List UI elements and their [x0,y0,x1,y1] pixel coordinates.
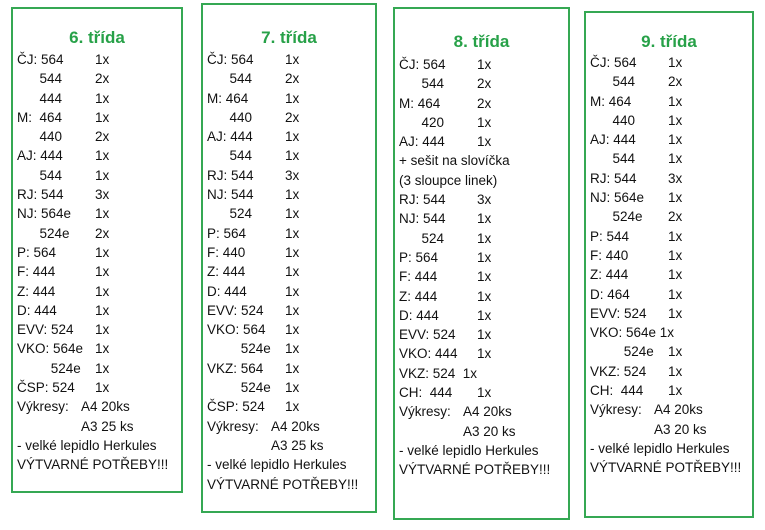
supply-label: 440 [17,129,63,145]
supply-quantity: 1x [285,206,300,222]
supply-label: - velké lepidlo Herkules [399,442,539,458]
supply-row [207,378,373,397]
supply-label: VKZ: 524 [590,363,647,379]
supply-label: Výkresy: [207,418,259,434]
supply-row [17,397,179,416]
supply-row [207,204,373,223]
supply-quantity: 1x [95,148,110,164]
supply-row [17,378,179,397]
supply-quantity: 3x [95,187,110,203]
supply-label: 544 [590,74,636,90]
supply-row [399,190,566,209]
supply-label: NJ: 544 [399,211,446,227]
supply-row [207,397,373,416]
supply-label: Výkresy: [399,404,451,420]
supply-quantity: 1x [95,380,110,396]
supply-row [590,458,750,477]
supply-row [17,320,179,339]
supply-quantity: 1x [285,148,300,164]
supply-quantity: 1x [285,341,300,357]
supply-label: - velké lepidlo Herkules [17,437,157,453]
supply-row [590,439,750,458]
supply-quantity: 1x [285,302,300,318]
supply-quantity: 1x [668,247,683,263]
supply-label: (3 sloupce linek) [399,172,498,188]
supply-quantity: 1x [95,244,110,260]
supply-row [207,262,373,281]
supply-row [17,339,179,358]
supply-quantity: 1x [668,228,683,244]
supply-label: - velké lepidlo Herkules [590,440,730,456]
supply-label: ČJ: 564 [399,57,446,72]
supply-label: AJ: 444 [590,132,636,148]
supply-label: - velké lepidlo Herkules [207,457,347,473]
supply-row [207,243,373,262]
supply-quantity: 2x [668,209,683,225]
supply-label: ČSP: 524 [207,399,265,415]
supply-quantity: 1x [95,341,110,357]
supply-label: M: 464 [590,93,632,109]
supply-quantity: A3 20 ks [463,423,516,439]
supply-row [590,92,750,111]
supply-quantity: A4 20ks [654,402,703,418]
card-title: 9. třída [641,32,697,51]
supply-label: F: 440 [590,247,629,263]
supply-label: F: 444 [399,269,438,285]
supply-row [17,301,179,320]
supply-label: P: 544 [590,228,630,244]
supply-quantity: 1x [285,225,300,241]
supply-label: 544 [17,167,63,183]
supply-quantity: 1x [668,55,683,70]
supply-label: P: 564 [17,244,57,260]
supply-label: 524 [399,230,445,246]
supply-label: P: 564 [399,249,439,265]
supply-label: M: 464 [399,95,441,111]
supply-label: NJ: 564e [17,206,72,222]
supply-row [590,246,750,265]
supply-row [17,185,179,204]
supply-row [399,74,566,93]
supply-row [17,282,179,301]
supply-row [399,151,566,170]
supply-row [590,53,750,72]
supply-quantity: 1x [285,322,300,338]
supply-row [17,224,179,243]
supply-label: ČJ: 564 [590,55,637,70]
supply-label: M: 464 [207,90,249,106]
supply-label: Výkresy: [17,399,69,415]
supply-row [207,108,373,127]
supply-row [590,362,750,381]
supply-row [17,108,179,127]
supply-row [207,89,373,108]
supply-quantity: 2x [95,129,110,145]
supply-label: Z: 444 [207,264,246,280]
supply-row [590,381,750,400]
supply-quantity: A3 25 ks [271,437,324,453]
supply-label: 440 [207,109,253,125]
supply-label: CH: 444 [590,383,644,399]
supply-quantity: 2x [668,74,683,90]
supply-quantity: 1x [285,283,300,299]
supply-quantity: 1x [285,244,300,260]
supply-quantity: 1x [95,264,110,280]
card-grade-8 [393,7,570,520]
supply-row [399,94,566,113]
supply-quantity: A3 20 ks [654,421,707,437]
card-grade-9 [584,11,754,518]
supply-row [207,475,373,494]
supply-row [17,359,179,378]
supply-label: 444 [17,90,63,106]
supply-label: EVV: 524 [17,322,74,338]
supply-row [590,72,750,91]
supply-label: AJ: 444 [17,148,63,164]
supply-row [17,455,179,474]
supply-label: F: 444 [17,264,56,280]
supply-label: RJ: 544 [590,170,637,186]
supply-label: VÝTVARNÉ POTŘEBY!!! [17,457,169,473]
supply-row [207,224,373,243]
supply-row [590,188,750,207]
supply-row [399,267,566,286]
supply-row [207,436,373,455]
supply-row [399,132,566,151]
supply-row [207,185,373,204]
supply-label: Z: 444 [399,288,438,304]
supply-quantity: 1x [477,288,492,304]
supply-quantity: 3x [668,170,683,186]
supply-row [399,364,566,383]
supply-quantity: A4 20ks [81,399,130,415]
supply-label: ČJ: 564 [207,52,254,67]
supply-label: D: 444 [17,302,57,318]
supply-label: D: 464 [590,286,630,302]
supply-row [17,204,179,223]
supply-row [207,339,373,358]
supply-quantity: 1x [477,249,492,265]
supply-label: 420 [399,114,445,130]
supply-row [207,50,373,69]
supply-quantity: 1x [95,109,110,125]
supply-row [207,282,373,301]
supply-row [17,166,179,185]
supply-label: 524e [207,341,271,357]
supply-row [590,227,750,246]
supply-quantity: 1x [95,167,110,183]
supply-row [17,127,179,146]
supply-quantity: 1x [285,399,300,415]
supply-label: Z: 444 [17,283,56,299]
supply-label: 524e [207,380,271,396]
supply-label: NJ: 544 [207,187,254,203]
supply-quantity: 1x [285,264,300,280]
supply-label: P: 564 [207,225,247,241]
supply-label: AJ: 444 [207,129,253,145]
supply-label: 524 [207,206,253,222]
supply-row [207,127,373,146]
supply-quantity: 2x [285,109,300,125]
supply-quantity: 1x [95,206,110,222]
supply-label: 544 [590,151,636,167]
supply-quantity: 1x [285,90,300,106]
supply-row [399,422,566,441]
supply-row [399,325,566,344]
supply-row [17,89,179,108]
supply-quantity: 1x [668,305,683,321]
supply-quantity: 2x [95,71,110,87]
supply-row [399,460,566,479]
supply-quantity: 3x [285,167,300,183]
supply-row [590,285,750,304]
supply-quantity: 1x [477,57,492,72]
supply-row [399,287,566,306]
supply-label: 544 [207,71,253,87]
supply-row [207,166,373,185]
supply-label: D: 444 [207,283,247,299]
supply-label: Z: 444 [590,267,629,283]
supply-label: AJ: 444 [399,134,445,150]
supply-row [399,344,566,363]
supply-quantity: 1x [477,114,492,130]
supply-row [207,320,373,339]
supply-row [399,55,566,74]
supply-label: 440 [590,112,636,128]
supply-label: 544 [207,148,253,164]
card-title: 7. třída [261,28,317,47]
supply-quantity: 1x [285,380,300,396]
supply-row [399,306,566,325]
supply-label: VKO: 444 [399,346,458,362]
supply-row [590,207,750,226]
supply-quantity: 1x [668,267,683,283]
supply-row [590,342,750,361]
supply-row [590,400,750,419]
supply-row [207,359,373,378]
supply-label: D: 444 [399,307,439,323]
supply-label: Výkresy: [590,402,642,418]
supply-quantity: 1x [477,327,492,343]
supply-quantity: 1x [285,129,300,145]
supply-quantity: 1x [477,269,492,285]
supply-label: CH: 444 [399,385,453,401]
supply-quantity: 1x [95,322,110,338]
supply-label: VKO: 564e [17,341,84,357]
supply-row [17,262,179,281]
supply-row [17,243,179,262]
supply-quantity: 1x [668,383,683,399]
supply-label: VKZ: 564 [207,360,264,376]
card-title: 6. třída [69,28,125,47]
supply-label: EVV: 524 [207,302,264,318]
supply-quantity: 1x [285,52,300,67]
supply-list [590,53,750,478]
supply-quantity: 1x [285,187,300,203]
supply-list [207,50,373,494]
supply-quantity: 1x [477,211,492,227]
supply-quantity: A4 20ks [271,418,320,434]
supply-label: 544 [17,71,63,87]
supply-quantity: 1x [477,346,492,362]
supply-quantity: 1x [285,360,300,376]
supply-label: ČSP: 524 [17,380,75,396]
supply-label: VÝTVARNÉ POTŘEBY!!! [590,460,742,476]
supply-row [207,146,373,165]
supply-row [399,171,566,190]
supply-label: F: 440 [207,244,246,260]
supply-label: NJ: 564e [590,190,645,206]
supply-row [17,146,179,165]
supply-label: + sešit na slovíčka [399,153,510,169]
supply-label: 524e [590,209,643,225]
supply-quantity: 1x [668,112,683,128]
supply-row [590,304,750,323]
supply-row [590,420,750,439]
supply-quantity: 1x [477,385,492,401]
supply-quantity: 1x [668,286,683,302]
supply-row [399,441,566,460]
supply-quantity: 2x [285,71,300,87]
supply-list [17,50,179,475]
supply-label: EVV: 524 [590,305,647,321]
supply-label: RJ: 544 [399,192,446,208]
card-title: 8. třída [453,32,510,51]
supply-label: RJ: 544 [207,167,254,183]
supply-label: M: 464 [17,109,63,125]
supply-row [207,417,373,436]
supply-row [399,402,566,421]
supply-label: VÝTVARNÉ POTŘEBY!!! [207,476,359,492]
supply-row [207,69,373,88]
supply-row [399,229,566,248]
supply-quantity: 1x [477,134,492,150]
supply-label: VKZ: 524 1x [399,365,478,381]
card-grade-6 [11,7,183,493]
supply-quantity: 1x [95,302,110,318]
supply-row [207,455,373,474]
supply-label: 524e [17,225,70,241]
supply-quantity: 1x [95,52,110,67]
supply-label: EVV: 524 [399,327,456,343]
supply-label: VKO: 564 [207,322,266,338]
supply-quantity: 2x [477,76,492,92]
supply-row [590,323,750,342]
supply-quantity: 1x [477,230,492,246]
supply-label: VÝTVARNÉ POTŘEBY!!! [399,462,551,478]
supply-row [17,69,179,88]
supply-row [590,149,750,168]
supply-quantity: 2x [477,95,492,111]
supply-quantity: 1x [95,360,110,376]
supply-quantity: A3 25 ks [81,418,134,434]
supply-quantity: 2x [95,225,110,241]
supply-quantity: 1x [668,363,683,379]
supply-quantity: 1x [95,283,110,299]
supply-row [590,169,750,188]
supply-label: VKO: 564e 1x [590,325,675,341]
supply-label: ČJ: 564 [17,52,64,67]
card-grade-7 [201,3,377,513]
supply-row [399,113,566,132]
supply-row [399,248,566,267]
supply-row [17,417,179,436]
supply-quantity: 1x [668,344,683,360]
supply-row [17,436,179,455]
supply-label: 524e [590,344,654,360]
supply-quantity: 3x [477,192,492,208]
supply-row [399,209,566,228]
supply-quantity: 1x [668,190,683,206]
supply-quantity: 1x [668,132,683,148]
supply-row [207,301,373,320]
supply-label: RJ: 544 [17,187,64,203]
supply-quantity: 1x [95,90,110,106]
supply-label: 524e [17,360,81,376]
supply-quantity: 1x [668,151,683,167]
supply-quantity: 1x [477,307,492,323]
supply-quantity: 1x [668,93,683,109]
supply-label: 544 [399,76,445,92]
supply-row [590,111,750,130]
supply-row [17,50,179,69]
supply-row [590,265,750,284]
supply-row [399,383,566,402]
supply-quantity: A4 20ks [463,404,512,420]
supply-list [399,55,566,480]
supply-row [590,130,750,149]
